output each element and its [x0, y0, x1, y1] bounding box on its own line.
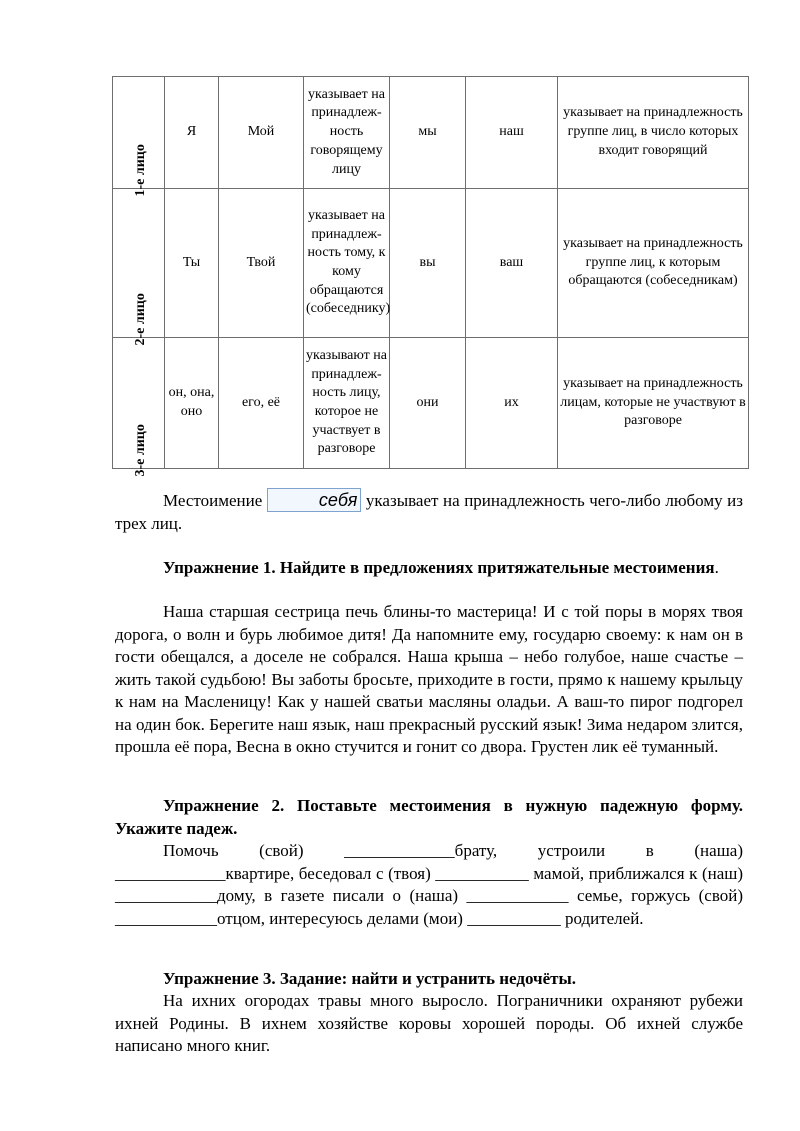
personal-sg-cell: он, она, оно: [165, 338, 219, 469]
possessive-pl-cell: их: [466, 338, 558, 469]
person-cell: [113, 338, 165, 477]
person-label: 2-е лицо: [132, 293, 148, 346]
desc-sg-cell: указывают на принадлеж-ность лицу, которое не участвует в разговоре: [304, 338, 390, 469]
desc-pl-cell: указывает на принадлежность лицам, которые не участвуют в разговоре: [558, 338, 749, 469]
exercise-3-text: На ихних огородах травы много выросло. Пограничники охраняют рубежи ихней Родины. В ихнем хозяйстве коровы хорошей породы. Об ихней службе написано много книг.: [115, 991, 743, 1055]
table-row: [113, 338, 749, 469]
table-row: [113, 77, 749, 189]
person-label: 1-е лицо: [132, 144, 148, 197]
exercise-1-title-end: .: [714, 558, 719, 577]
exercise-1-title-text: Упражнение 1. Найдите в предложениях притяжательные местоимения: [163, 558, 715, 577]
intro-before: Местоимение: [163, 491, 267, 510]
possessive-pl-cell: наш: [466, 77, 558, 189]
personal-sg-cell: Ты: [165, 189, 219, 338]
personal-pl-cell: мы: [390, 77, 466, 189]
person-cell: [113, 77, 165, 197]
personal-sg-cell: Я: [165, 77, 219, 189]
exercise-2-title-text: Упражнение 2. Поставьте местоимения в нужную падежную форму. Укажите падеж.: [115, 796, 743, 838]
desc-sg-cell: указывает на принадлеж-ность тому, к кому обращаются (собеседнику): [304, 189, 390, 338]
table-row: [113, 189, 749, 338]
possessive-sg-cell: Твой: [219, 189, 304, 338]
personal-pl-cell: они: [390, 338, 466, 469]
intro-after: указывает на принадлежность чего-либо любому из трех лиц.: [115, 491, 743, 533]
person-label: 3-е лицо: [132, 424, 148, 477]
desc-pl-cell: указывает на принадлежность группе лиц, к которым обращаются (собеседникам): [558, 189, 749, 338]
exercise-2-title: [115, 795, 743, 840]
boxed-word[interactable]: себя: [267, 488, 362, 512]
exercise-1-text: Наша старшая сестрица печь блины-то мастерица! И с той поры в морях твоя дорога, о волн и бурь любимое дитя! Да напомните ему, государю своему: к нам он в гости обещался, а доселе не собрался. Наша крыша – небо голубое, наше счастье – жить такой судьбою! Вы заботы бросьте, приходите в гости, прямо к нашему крыльцу к нам на Масленицу! Как у нашей сватьи масляны оладьи. А ваш-то пирог подгорел на один бок. Берегите наш язык, наш прекрасный русский язык! Зима недаром злится, прошла её пора, Весна в окно стучится и гонит со двора. Грустен лик её туманный.: [115, 602, 743, 756]
exercise-3-title: [115, 968, 743, 991]
desc-sg-cell: указывает на принадлеж-ность говорящему лицу: [304, 77, 390, 189]
desc-pl-cell: указывает на принадлежность группе лиц, в число которых входит говорящий: [558, 77, 749, 189]
person-cell: [113, 189, 165, 346]
pronoun-table: [112, 76, 749, 477]
exercise-1-title: [115, 557, 743, 580]
intro-paragraph: [115, 488, 743, 535]
possessive-pl-cell: ваш: [466, 189, 558, 338]
possessive-sg-cell: Мой: [219, 77, 304, 189]
personal-pl-cell: вы: [390, 189, 466, 338]
exercise-2-text: Помочь (свой) _____________брату, устроили в (наша) _____________квартире, беседовал с (твоя) ___________ мамой, приближался к (наш) ____________дому, в газете писали о (наша) ____________ семье, горжусь (свой) ____________отцом, интересуюсь делами (мои) ___________ родителей.: [115, 841, 743, 928]
possessive-sg-cell: его, её: [219, 338, 304, 469]
exercise-3-title-text: Упражнение 3. Задание: найти и устранить недочёты.: [163, 969, 577, 988]
